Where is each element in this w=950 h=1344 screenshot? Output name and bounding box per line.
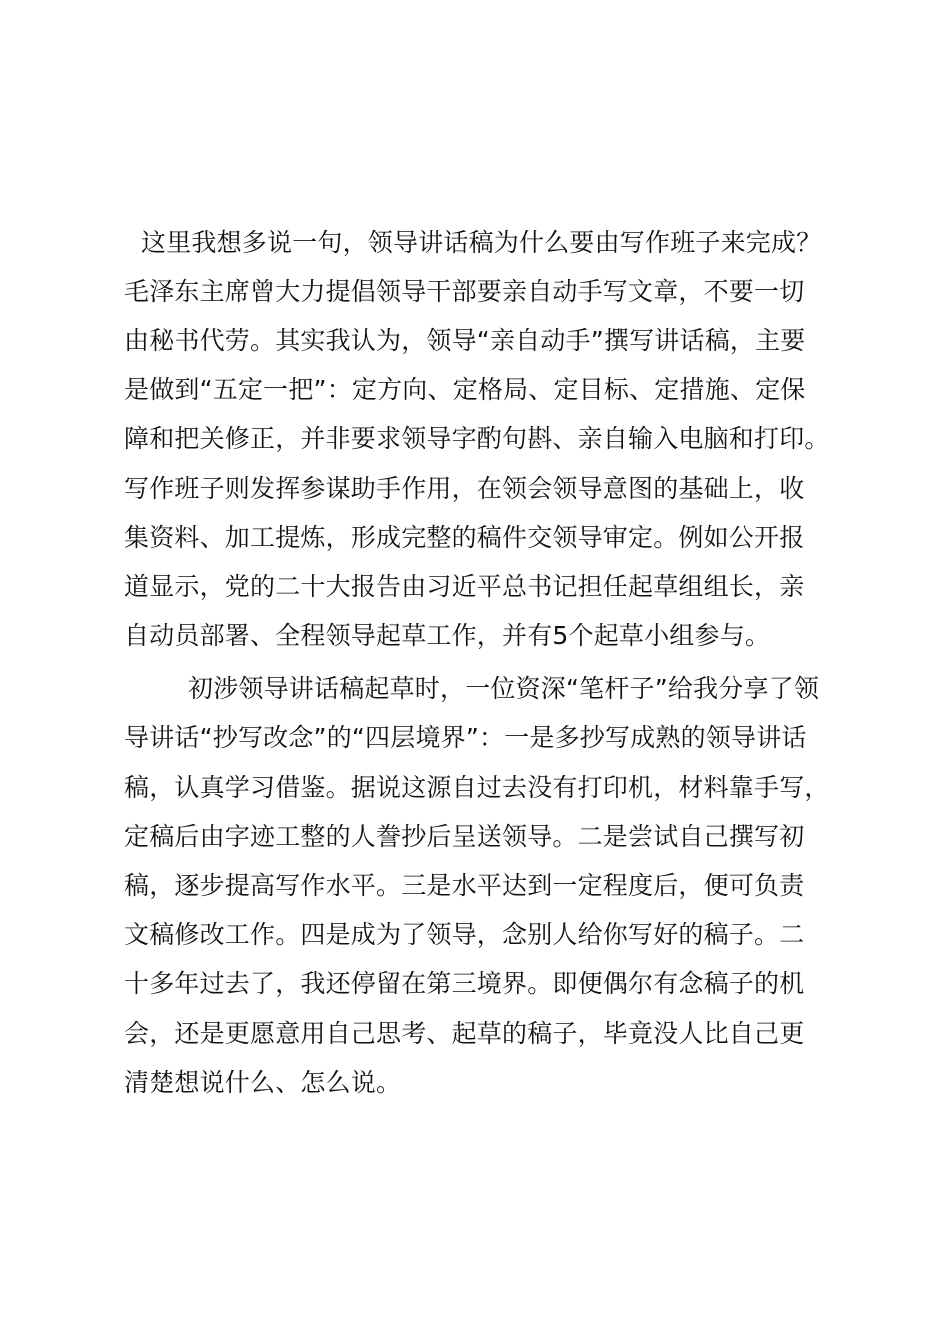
paragraph-2-line-9: 清楚想说什么、怎么说。 — [124, 1068, 402, 1097]
paragraph-2-line-3: 稿，认真学习借鉴。据说这源自过去没有打印机，材料靠手写， — [124, 773, 830, 802]
paragraph-2-line-7: 十多年过去了，我还停留在第三境界。即便偶尔有念稿子的机 — [124, 969, 805, 998]
paragraph-2-line-2: 导讲话“抄写改念”的“四层境界”：一是多抄写成熟的领导讲话 — [124, 723, 807, 752]
paragraph-1-line-9: 自动员部署、全程领导起草工作，并有5个起草小组参与。 — [124, 621, 771, 650]
paragraph-2-line-5: 稿，逐步提高写作水平。三是水平达到一定程度后，便可负责 — [124, 871, 805, 900]
paragraph-1-line-8: 道显示，党的二十大报告由习近平总书记担任起草组组长，亲 — [124, 572, 805, 601]
paragraph-1-line-1: 这里我想多说一句，领导讲话稿为什么要由写作班子来完成？ — [141, 228, 822, 257]
paragraph-2-line-6: 文稿修改工作。四是成为了领导，念别人给你写好的稿子。二 — [124, 920, 805, 949]
paragraph-1-line-3: 由秘书代劳。其实我认为，领导“亲自动手”撰写讲话稿，主要 — [124, 326, 806, 355]
paragraph-2-line-1: 初涉领导讲话稿起草时，一位资深“笔杆子”给我分享了领 — [188, 674, 820, 703]
paragraph-1-line-4: 是做到“五定一把”：定方向、定格局、定目标、定措施、定保 — [124, 375, 806, 404]
paragraph-2-line-4: 定稿后由字迹工整的人誊抄后呈送领导。二是尝试自己撰写初 — [124, 822, 805, 851]
paragraph-1-line-6: 写作班子则发挥参谋助手作用，在领会领导意图的基础上，收 — [124, 474, 805, 503]
paragraph-1-line-5: 障和把关修正，并非要求领导字酌句斟、亲自输入电脑和打印。 — [124, 424, 830, 453]
paragraph-1-line-2: 毛泽东主席曾大力提倡领导干部要亲自动手写文章，不要一切 — [124, 277, 805, 306]
paragraph-2-line-8: 会，还是更愿意用自己思考、起草的稿子，毕竟没人比自己更 — [124, 1019, 805, 1048]
paragraph-1-line-7: 集资料、加工提炼，形成完整的稿件交领导审定。例如公开报 — [124, 523, 805, 552]
